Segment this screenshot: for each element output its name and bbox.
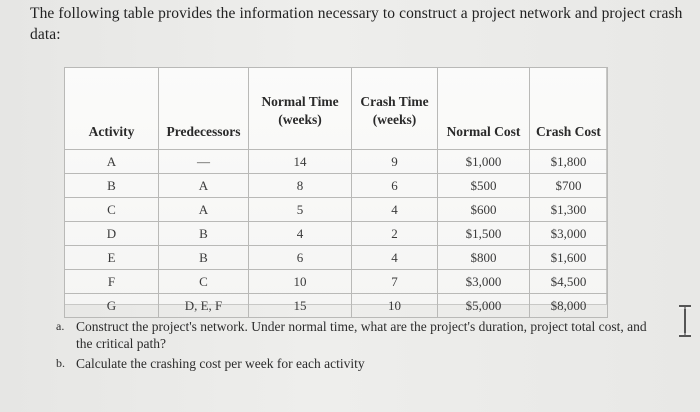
- cell-activity: F: [65, 270, 159, 294]
- question-letter: a.: [56, 319, 65, 333]
- cell-crash-time: 2: [352, 222, 438, 246]
- table-row: [65, 294, 608, 318]
- cell-predecessors: —: [159, 150, 249, 174]
- cell-predecessors: D, E, F: [159, 294, 249, 318]
- header-crash-time-label: Crash Time: [360, 94, 429, 109]
- table-row: [65, 174, 608, 198]
- header-normal-cost: Normal Cost: [438, 68, 530, 150]
- cell-crash-time: 6: [352, 174, 438, 198]
- cell-normal-time: 4: [249, 222, 352, 246]
- cell-predecessors: A: [159, 198, 249, 222]
- table-row: [65, 246, 608, 270]
- cell-crash-cost: $700: [530, 174, 608, 198]
- cell-crash-cost: $1,800: [530, 150, 608, 174]
- cell-normal-time: 15: [249, 294, 352, 318]
- header-crash-time-unit: (weeks): [372, 112, 417, 127]
- cell-normal-time: 14: [249, 150, 352, 174]
- cell-crash-time: 4: [352, 246, 438, 270]
- cell-crash-time: 7: [352, 270, 438, 294]
- header-activity: Activity: [65, 68, 159, 150]
- cell-predecessors: B: [159, 222, 249, 246]
- header-normal-time-label: Normal Time: [261, 94, 339, 109]
- header-crash-cost: Crash Cost: [530, 68, 608, 150]
- cell-predecessors: B: [159, 246, 249, 270]
- cell-normal-cost: $5,000: [438, 294, 530, 318]
- cell-crash-time: 10: [352, 294, 438, 318]
- header-normal-time-unit: (weeks): [278, 112, 322, 127]
- cell-normal-cost: $500: [438, 174, 530, 198]
- table-header-row: [65, 68, 608, 150]
- cell-crash-cost: $1,300: [530, 198, 608, 222]
- cell-activity: D: [65, 222, 159, 246]
- cell-predecessors: A: [159, 174, 249, 198]
- project-data-table: [64, 67, 607, 313]
- intro-text: The following table provides the information necessary to construct a project network and project crash data:: [30, 5, 683, 43]
- question-text: Construct the project's network. Under normal time, what are the project's duration, project total cost, and the critical path?: [76, 319, 647, 351]
- cell-crash-cost: $1,600: [530, 246, 608, 270]
- text-cursor-icon: [676, 302, 694, 340]
- question-item: [56, 355, 656, 372]
- cell-normal-cost: $800: [438, 246, 530, 270]
- cell-normal-cost: $3,000: [438, 270, 530, 294]
- cell-activity: A: [65, 150, 159, 174]
- question-text: Calculate the crashing cost per week for each activity: [76, 356, 365, 371]
- question-letter: b.: [56, 356, 65, 370]
- table-row: [65, 222, 608, 246]
- cell-normal-cost: $1,000: [438, 150, 530, 174]
- header-normal-time: [249, 68, 352, 150]
- cell-crash-time: 9: [352, 150, 438, 174]
- table-row: [65, 150, 608, 174]
- cell-activity: B: [65, 174, 159, 198]
- cell-normal-time: 10: [249, 270, 352, 294]
- cell-normal-cost: $1,500: [438, 222, 530, 246]
- cell-crash-cost: $3,000: [530, 222, 608, 246]
- cell-predecessors: C: [159, 270, 249, 294]
- cell-crash-cost: $8,000: [530, 294, 608, 318]
- cell-crash-cost: $4,500: [530, 270, 608, 294]
- table-row: [65, 198, 608, 222]
- header-crash-time: [352, 68, 438, 150]
- cell-activity: G: [65, 294, 159, 318]
- cell-normal-time: 8: [249, 174, 352, 198]
- cell-crash-time: 4: [352, 198, 438, 222]
- cell-activity: C: [65, 198, 159, 222]
- cell-normal-time: 6: [249, 246, 352, 270]
- crash-data-table: [64, 67, 608, 318]
- cell-normal-time: 5: [249, 198, 352, 222]
- cell-normal-cost: $600: [438, 198, 530, 222]
- question-item: [56, 318, 656, 352]
- header-predecessors: Predecessors: [159, 68, 249, 150]
- table-row: [65, 270, 608, 294]
- cell-activity: E: [65, 246, 159, 270]
- question-list: [56, 318, 656, 375]
